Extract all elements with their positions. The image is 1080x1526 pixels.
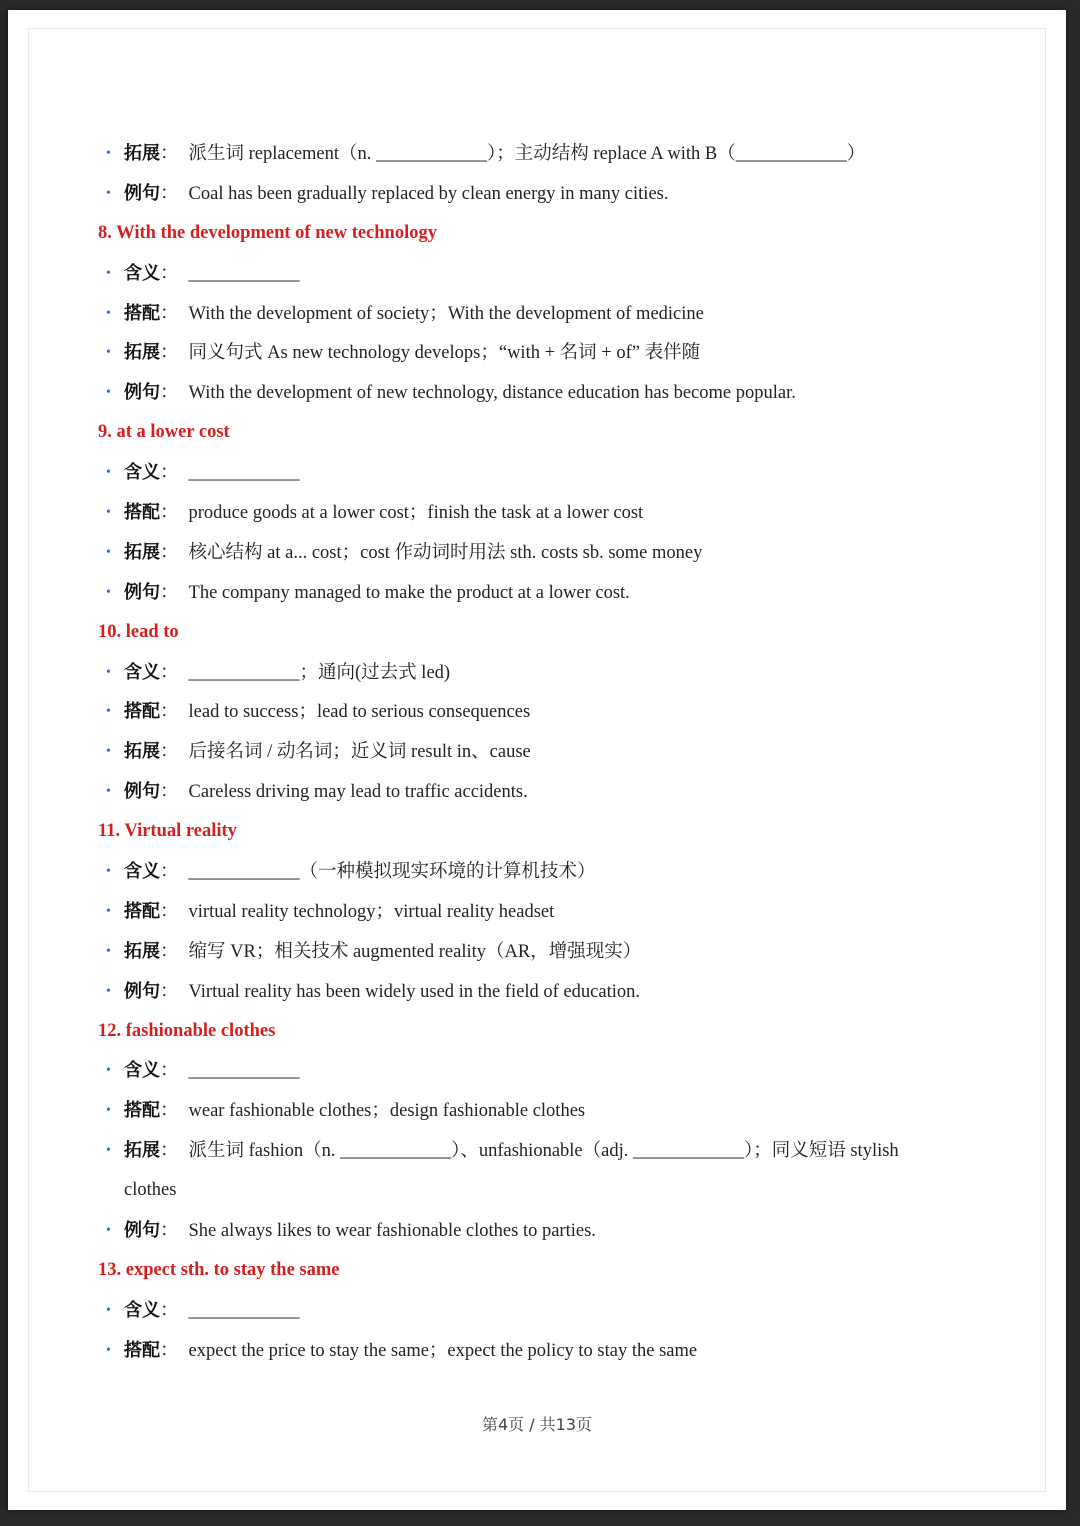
item-label: 搭配 xyxy=(124,1339,160,1361)
item-text: virtual reality technology；virtual reality headset xyxy=(188,901,555,922)
label-colon: ： xyxy=(160,463,179,484)
item-text: She always likes to wear fashionable clothes to parties. xyxy=(188,1221,596,1242)
list-item xyxy=(98,772,998,812)
label-colon: ： xyxy=(160,303,179,324)
item-text: ____________ xyxy=(188,1061,300,1082)
continued-text: clothes xyxy=(124,1180,177,1201)
item-text: wear fashionable clothes；design fashionable clothes xyxy=(188,1101,586,1122)
item-label: 例句 xyxy=(124,781,160,803)
list-item xyxy=(98,692,998,732)
list-item xyxy=(98,294,998,334)
label-colon: ： xyxy=(160,263,179,284)
item-text: The company managed to make the product at a lower cost. xyxy=(188,582,630,603)
item-text: lead to success；lead to serious consequences xyxy=(188,702,531,723)
list-item xyxy=(98,1091,998,1131)
label-colon: ： xyxy=(160,941,179,962)
label-colon: ： xyxy=(160,782,179,803)
bullet-icon: • xyxy=(106,305,111,321)
label-colon: ： xyxy=(160,1101,179,1122)
list-item xyxy=(98,1291,998,1331)
item-text: With the development of new technology, distance education has become popular. xyxy=(188,383,796,404)
bullet-icon: • xyxy=(106,704,111,720)
item-label: 例句 xyxy=(124,581,160,603)
label-colon: ： xyxy=(160,702,179,723)
item-text: ____________ xyxy=(188,263,300,284)
bullet-icon: • xyxy=(106,1063,111,1079)
list-item xyxy=(98,493,998,533)
bullet-icon: • xyxy=(106,544,111,560)
item-text: ____________ xyxy=(188,1300,300,1321)
bullet-icon: • xyxy=(106,265,111,281)
label-colon: ： xyxy=(160,1221,179,1242)
item-label: 例句 xyxy=(124,1220,160,1242)
item-label: 搭配 xyxy=(124,1100,160,1122)
label-colon: ： xyxy=(160,144,179,164)
item-label: 例句 xyxy=(124,382,160,404)
item-label: 拓展 xyxy=(124,342,160,364)
section-heading: 9. at a lower cost xyxy=(98,422,230,443)
item-label: 含义 xyxy=(124,1299,160,1321)
section-heading: 12. fashionable clothes xyxy=(98,1020,276,1041)
bullet-icon: • xyxy=(106,1302,111,1318)
content-area xyxy=(98,134,998,1371)
list-item xyxy=(98,1331,998,1371)
item-label: 含义 xyxy=(124,661,160,683)
item-text: ____________（一种模拟现实环境的计算机技术） xyxy=(188,862,596,883)
list-item xyxy=(98,333,998,373)
item-text: 派生词 fashion（n. ____________）、unfashionable（adj. ____________）；同义短语 stylish xyxy=(188,1141,899,1162)
bullet-icon: • xyxy=(106,465,111,481)
label-colon: ： xyxy=(160,742,179,763)
item-text: 同义句式 As new technology develops；“with + 名词 + of” 表伴随 xyxy=(188,343,701,364)
list-item xyxy=(98,1131,998,1171)
list-item xyxy=(98,732,998,772)
label-colon: ： xyxy=(160,662,179,683)
bullet-icon: • xyxy=(106,505,111,521)
label-colon: ： xyxy=(160,1061,179,1082)
item-label: 含义 xyxy=(124,262,160,284)
label-colon: ： xyxy=(160,981,179,1002)
list-item xyxy=(98,174,998,214)
bullet-icon: • xyxy=(106,664,111,680)
item-label: 拓展 xyxy=(124,1140,160,1162)
section-heading: 11. Virtual reality xyxy=(98,821,237,842)
label-colon: ： xyxy=(160,901,179,922)
item-label: 含义 xyxy=(124,1060,160,1082)
bullet-icon: • xyxy=(106,983,111,999)
bullet-icon: • xyxy=(106,744,111,760)
item-label: 拓展 xyxy=(124,940,160,962)
item-text: expect the price to stay the same；expect the policy to stay the same xyxy=(188,1340,698,1361)
list-item xyxy=(98,254,998,294)
bullet-icon: • xyxy=(106,943,111,959)
item-label: 搭配 xyxy=(124,701,160,723)
list-item xyxy=(98,134,998,174)
item-label: 搭配 xyxy=(124,502,160,524)
label-colon: ： xyxy=(160,383,179,404)
section-heading: 8. With the development of new technology xyxy=(98,222,437,243)
list-item xyxy=(98,1211,998,1251)
item-label: 例句 xyxy=(124,182,160,204)
item-label: 含义 xyxy=(124,861,160,883)
section-heading: 13. expect sth. to stay the same xyxy=(98,1259,340,1280)
section-heading: 10. lead to xyxy=(98,621,179,642)
item-label: 拓展 xyxy=(124,541,160,563)
item-text: 缩写 VR；相关技术 augmented reality（AR，增强现实） xyxy=(188,941,642,962)
bullet-icon: • xyxy=(106,185,111,201)
list-item xyxy=(98,892,998,932)
item-label: 搭配 xyxy=(124,302,160,324)
item-text: ____________；通向(过去式 led) xyxy=(188,662,451,683)
list-item xyxy=(98,653,998,693)
list-item xyxy=(98,453,998,493)
item-label: 搭配 xyxy=(124,900,160,922)
bullet-icon: • xyxy=(106,1223,111,1239)
item-label: 拓展 xyxy=(124,143,160,164)
label-colon: ： xyxy=(160,1340,179,1361)
item-text: Virtual reality has been widely used in the field of education. xyxy=(188,981,640,1002)
bullet-icon: • xyxy=(106,146,111,161)
label-colon: ： xyxy=(160,582,179,603)
bullet-icon: • xyxy=(106,584,111,600)
label-colon: ： xyxy=(160,1300,179,1321)
item-text: Careless driving may lead to traffic accidents. xyxy=(188,782,528,803)
item-text: 后接名词 / 动名词；近义词 result in、cause xyxy=(188,742,531,763)
bullet-icon: • xyxy=(106,1342,111,1358)
label-colon: ： xyxy=(160,503,179,524)
list-item xyxy=(98,373,998,413)
list-item xyxy=(98,932,998,972)
label-colon: ： xyxy=(160,343,179,364)
bullet-icon: • xyxy=(106,864,111,880)
label-colon: ： xyxy=(160,862,179,883)
item-text: Coal has been gradually replaced by clean energy in many cities. xyxy=(188,183,669,204)
item-label: 拓展 xyxy=(124,741,160,763)
item-text: 派生词 replacement（n. ____________）；主动结构 replace A with B（____________） xyxy=(188,144,866,164)
bullet-icon: • xyxy=(106,345,111,361)
item-text: With the development of society；With the development of medicine xyxy=(188,303,704,324)
item-label: 含义 xyxy=(124,462,160,484)
label-colon: ： xyxy=(160,542,179,563)
page xyxy=(8,10,1066,1510)
list-item xyxy=(98,972,998,1012)
item-text: 核心结构 at a... cost；cost 作动词时用法 sth. costs sb. some money xyxy=(188,542,703,563)
item-text: produce goods at a lower cost；finish the task at a lower cost xyxy=(188,503,644,524)
label-colon: ： xyxy=(160,183,179,204)
list-item xyxy=(98,852,998,892)
bullet-icon: • xyxy=(106,1143,111,1159)
bullet-icon: • xyxy=(106,1103,111,1119)
list-item xyxy=(98,533,998,573)
list-item xyxy=(98,573,998,613)
bullet-icon: • xyxy=(106,385,111,401)
item-text: ____________ xyxy=(188,463,300,484)
label-colon: ： xyxy=(160,1141,179,1162)
page-footer: 第4页 / 共13页 xyxy=(481,1415,593,1434)
bullet-icon: • xyxy=(106,784,111,800)
list-item xyxy=(98,1051,998,1091)
item-label: 例句 xyxy=(124,980,160,1002)
bullet-icon: • xyxy=(106,903,111,919)
